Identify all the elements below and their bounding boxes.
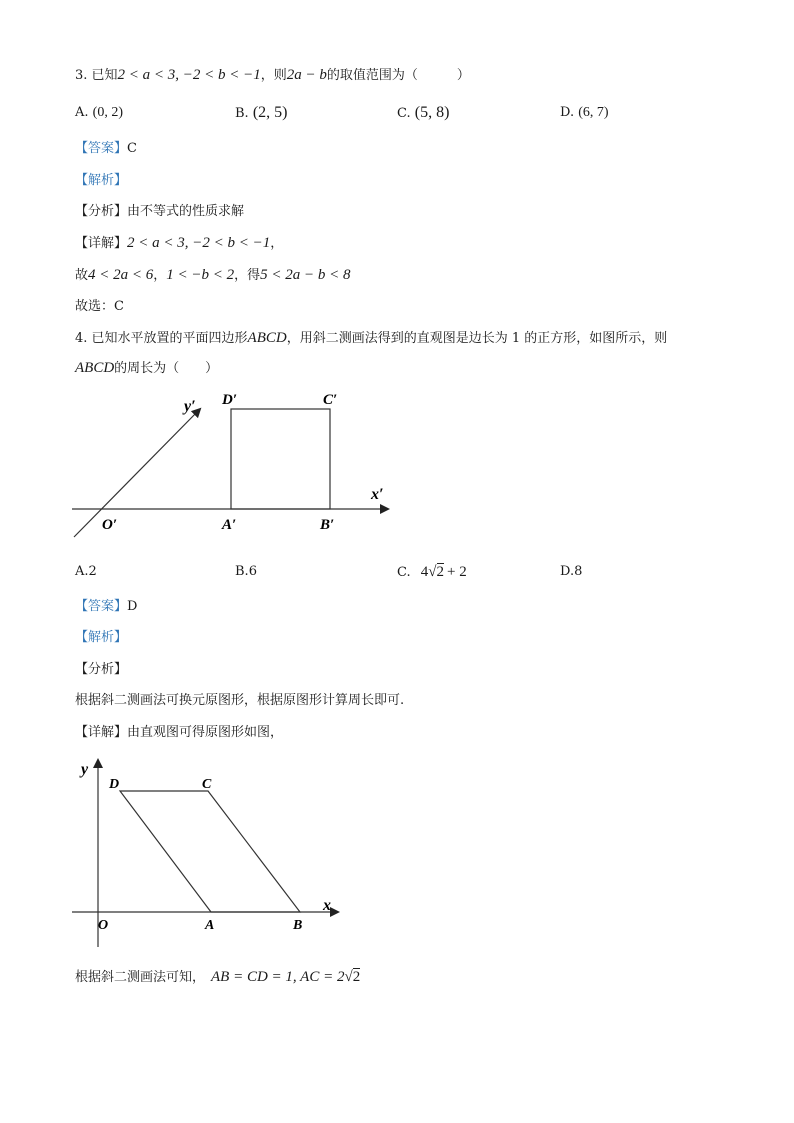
- q4-analysis-heading: 【解析】: [75, 630, 128, 645]
- sqrt-symbol: √: [428, 564, 437, 580]
- parallelogram-abcd: [120, 791, 300, 912]
- label-y: y: [81, 761, 89, 778]
- q4-stem-line1: 4. 已知水平放置的平面四边形ABCD，用斜二测画法得到的直观图是边长为 1 的正方形，如图所示，则: [75, 330, 668, 346]
- label-a-prime: A′: [222, 517, 237, 533]
- sqrt-symbol: √: [344, 969, 353, 985]
- q4-fenxi-text: 根据斜二测画法可换元原图形，根据原图形计算周长即可.: [75, 693, 405, 708]
- label-b: B: [293, 918, 303, 933]
- square-abcd-prime: [231, 409, 330, 509]
- q3-option-a[interactable]: A. (0, 2): [75, 105, 123, 120]
- label-d: D: [109, 777, 120, 792]
- label-d-prime: D′: [222, 392, 238, 408]
- q4-final: 根据斜二测画法可知， AB = CD = 1, AC = 2√2: [75, 969, 361, 985]
- label-c-prime: C′: [323, 392, 338, 408]
- y-prime-axis: [74, 409, 200, 537]
- q3-condition: 2 < a < 3, −2 < b < −1: [117, 67, 261, 83]
- q4-figure-original: [68, 757, 348, 952]
- q4-option-c[interactable]: C. 4√2 + 2: [397, 564, 467, 580]
- label-b-prime: B′: [320, 517, 335, 533]
- label-o-prime: O′: [102, 517, 118, 533]
- q3-option-d[interactable]: D. (6, 7): [560, 105, 609, 120]
- q3-fenxi: 【分析】由不等式的性质求解: [75, 204, 245, 219]
- q4-option-d[interactable]: D.8: [560, 564, 583, 579]
- q3-step: 故4 < 2a < 6，1 < −b < 2，得5 < 2a − b < 8: [75, 267, 351, 283]
- q4-option-b[interactable]: B.6: [235, 564, 257, 579]
- q3-answer: 【答案】C: [75, 141, 137, 156]
- q3-option-b[interactable]: B. (2, 5): [235, 104, 288, 121]
- q3-expression: 2a − b: [286, 67, 327, 83]
- label-c: C: [202, 777, 212, 792]
- q3-option-c[interactable]: C. (5, 8): [397, 104, 450, 121]
- q4-fenxi-heading: 【分析】: [75, 662, 128, 677]
- q3-xiangjie: 【详解】2 < a < 3, −2 < b < −1，: [75, 235, 284, 251]
- q4-xiangjie: 【详解】由直观图可得原图形如图，: [75, 725, 284, 740]
- label-y-prime: y′: [184, 398, 196, 415]
- label-x-prime: x′: [371, 486, 384, 503]
- label-o: O: [98, 918, 109, 933]
- q4-option-a[interactable]: A.2: [75, 564, 97, 579]
- q3-analysis-heading: 【解析】: [75, 173, 128, 188]
- label-x: x: [323, 897, 331, 914]
- q4-answer: 【答案】D: [75, 599, 138, 614]
- q4-figure-intuitive: [60, 385, 400, 545]
- q4-stem-line2: ABCD的周长为（ ）: [75, 360, 219, 376]
- q3-choice: 故选：C: [75, 299, 124, 314]
- q3-stem: 3. 已知2 < a < 3, −2 < b < −1，则2a − b的取值范围为（ ）: [75, 67, 470, 83]
- label-a: A: [205, 918, 215, 933]
